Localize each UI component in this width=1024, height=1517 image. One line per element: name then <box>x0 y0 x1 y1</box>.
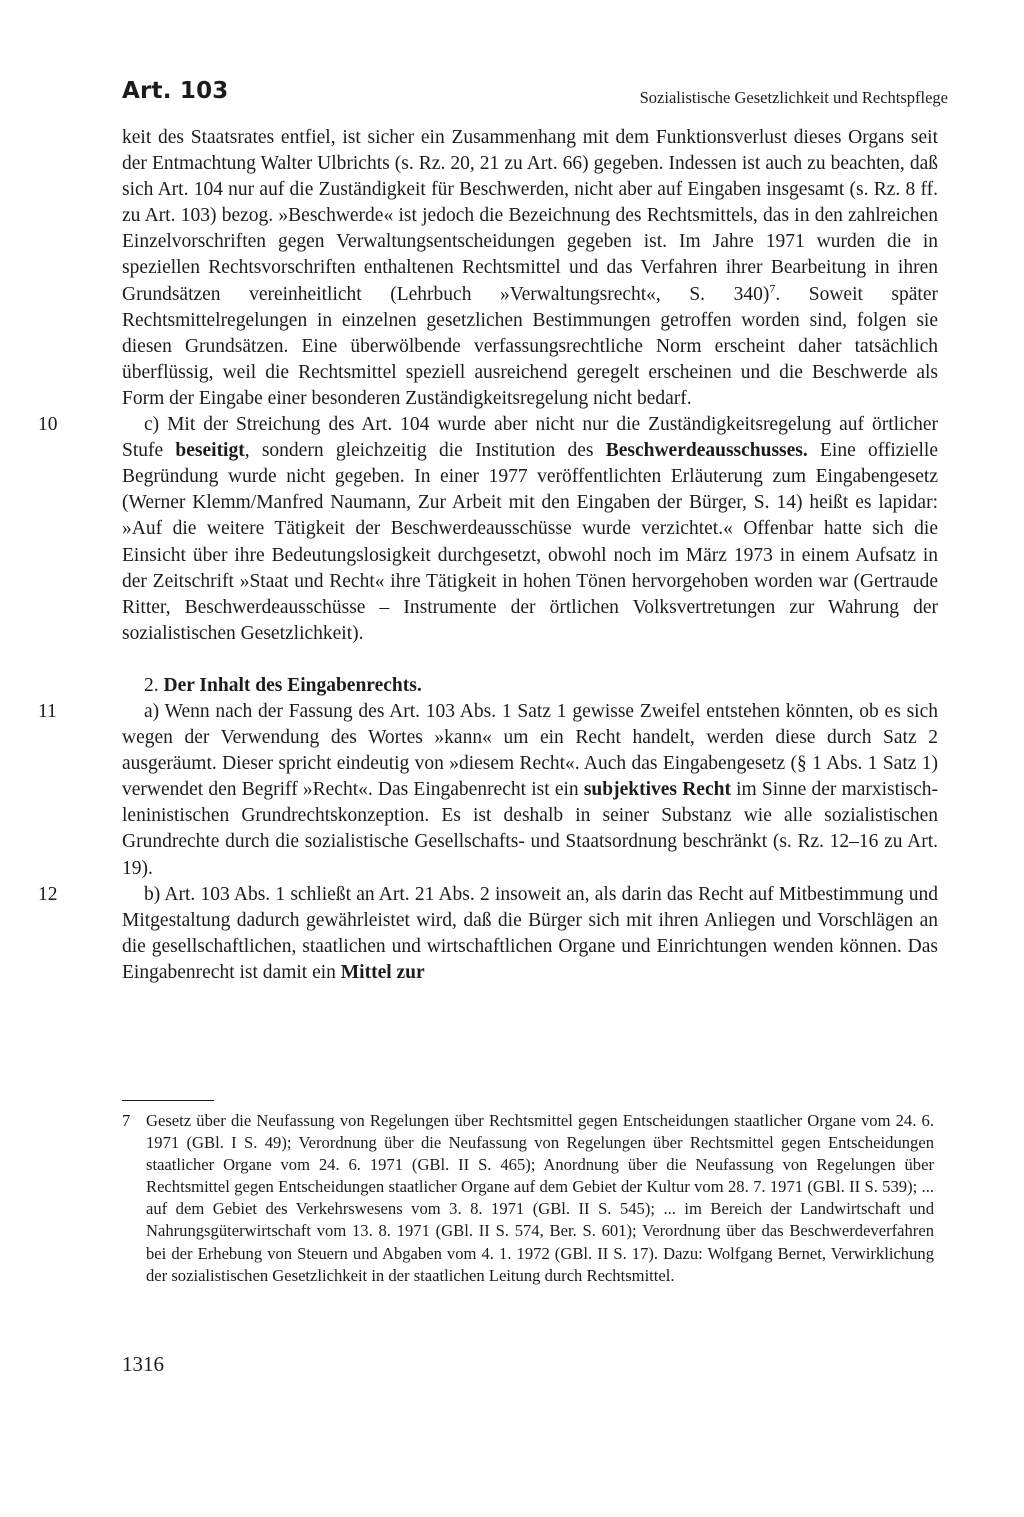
footnote-number: 7 <box>122 1111 131 1130</box>
section-number: 2. <box>144 674 159 696</box>
footnotes <box>122 1110 934 1287</box>
article-heading: Art. 103 <box>122 78 229 104</box>
running-title: Sozialistische Gesetzlichkeit und Rechtspflege <box>639 88 948 107</box>
section-heading <box>122 647 938 699</box>
paragraph-continuation <box>122 125 938 412</box>
paragraph-12 <box>38 882 938 986</box>
margin-number: 12 <box>38 883 58 905</box>
paragraph-text-block <box>122 412 938 647</box>
paragraph-text: , sondern gleichzeitig die Institution des <box>244 440 606 462</box>
paragraph-text: b) Art. 103 Abs. 1 schließt an Art. 21 Abs. 2 insoweit an, als darin das Recht auf Mitbestimmung und Mitgestaltung dadurch gewährleistet wird, daß die Bürger sich mit ihren Anliegen und Vorschlägen an die gesellschaftlichen, staatlichen und wirtschaftlichen Organe und Einrichtungen wenden können. Das Eingabenrecht ist damit ein <box>122 883 938 983</box>
body-text <box>38 125 938 986</box>
paragraph-text: im Sinne der marxistisch-leninistischen Grundrechtskonzeption. Es ist deshalb in seiner Substanz wie alle sozialistischen Grundrechte durch die sozialistische Gesellschafts- und Staatsordnung beschränkt (s. Rz. 12–16 zu Art. 19). <box>122 779 938 879</box>
paragraph-text: keit des Staatsrates entfiel, ist sicher ein Zusammenhang mit dem Funktionsverlust dieses Organs seit der Entmachtung Walter Ulbrichts (s. Rz. 20, 21 zu Art. 66) gegeben. Indessen ist auch zu beachten, daß sich Art. 104 nur auf die Zuständigkeit für Beschwerden, nicht aber auf Eingaben insgesamt (s. Rz. 8 ff. zu Art. 103) bezog. »Beschwerde« ist jedoch die Bezeichnung des Rechtsmittels, das in den zahlreichen Einzelvorschriften gegen Verwaltungsentscheidungen gegeben ist. Im Jahre 1971 wurden die in speziellen Rechtsvorschriften enthaltenen Rechtsmittel und das Verfahren ihrer Bearbeitung in ihren Grundsätzen vereinheitlicht (Lehrbuch »Verwaltungsrecht«, S. 340) <box>122 127 938 305</box>
paragraph-text-block <box>122 699 938 882</box>
paragraph-10 <box>38 412 938 647</box>
margin-number: 10 <box>38 414 58 436</box>
page-number: 1316 <box>122 1352 164 1376</box>
paragraph-text-block <box>122 882 938 986</box>
section-title: Der Inhalt des Eingabenrechts. <box>163 674 422 696</box>
footnote-reference[interactable]: 7 <box>769 281 776 296</box>
margin-number: 11 <box>38 700 57 722</box>
bold-term: Mittel zur <box>340 961 425 983</box>
paragraph-text: a) Wenn nach der Fassung des Art. 103 Abs. 1 Satz 1 gewisse Zweifel entstehen könnten, ob es sich wegen der Verwendung des Wortes »kann« um ein Recht handelt, werden diese durch Satz 2 ausgeräumt. Dieser spricht eindeutig von »diesem Recht«. Auch das Eingabengesetz (§ 1 Abs. 1 Satz 1) verwendet den Begriff »Recht«. Das Eingabenrecht ist ein <box>122 700 938 801</box>
footnote-item <box>122 1110 934 1287</box>
footnote-divider <box>122 1100 214 1101</box>
bold-term: Beschwerdeausschusses. <box>605 440 808 462</box>
paragraph-text: . Soweit später Rechtsmittelregelungen in einzelnen gesetzlichen Bestimmungen getroffen worden sind, folgen sie diesen Grundsätzen. Eine überwölbende verfassungsrechtliche Norm erscheint daher tatsächlich überflüssig, weil die Rechtsmittel speziell ausreichend geregelt erscheinen und die Beschwerde als Form der Eingabe einer besonderen Zuständigkeitsregelung nicht bedarf. <box>122 283 938 409</box>
bold-term: subjektives Recht <box>583 779 731 801</box>
paragraph-11 <box>38 699 938 882</box>
paragraph-text: c) Mit der Streichung des Art. 104 wurde aber nicht nur die Zuständigkeitsregelung auf örtlicher Stufe <box>122 414 938 462</box>
bold-term: beseitigt <box>175 440 245 462</box>
paragraph-text: Eine offizielle Begründung wurde nicht gegeben. In einer 1977 veröffentlichten Erläuterung zum Eingabengesetz (Werner Klemm/Manfred Naumann, Zur Arbeit mit den Eingaben der Bürger, S. 14) heißt es lapidar: »Auf die weitere Tätigkeit der Beschwerdeausschüsse wurde verzichtet.« Offenbar hatte sich die Einsicht über ihre Bedeutungslosigkeit durchgesetzt, obwohl noch im März 1973 in einem Aufsatz in der Zeitschrift »Staat und Recht« ihre Tätigkeit in hohen Tönen hervorgehoben worden war (Gertraude Ritter, Beschwerdeausschüsse – Instrumente der örtlichen Volksvertretungen zur Wahrung der sozialistischen Gesetzlichkeit). <box>122 440 938 644</box>
footnote-text: Gesetz über die Neufassung von Regelungen über Rechtsmittel gegen Entscheidungen staatlicher Organe vom 24. 6. 1971 (GBl. I S. 49); Verordnung über die Neufassung von Regelungen über Rechtsmittel gegen Entscheidungen staatlicher Organe vom 24. 6. 1971 (GBl. II S. 465); Anordnung über die Neufassung von Regelungen über Rechtsmittel gegen Entscheidungen staatlicher Organe auf dem Gebiet der Kultur vom 28. 7. 1971 (GBl. II S. 539); ... auf dem Gebiet des Verkehrswesens vom 3. 8. 1971 (GBl. II S. 545); ... im Bereich der Landwirtschaft und Nahrungsgüterwirtschaft vom 13. 8. 1971 (GBl. II S. 574, Ber. S. 601); Verordnung über das Beschwerdeverfahren bei der Erhebung von Steuern und Abgaben vom 4. 1. 1972 (GBl. II S. 17). Dazu: Wolfgang Bernet, Verwirklichung der sozialistischen Gesetzlichkeit in der staatlichen Leitung durch Rechtsmittel. <box>146 1111 934 1285</box>
